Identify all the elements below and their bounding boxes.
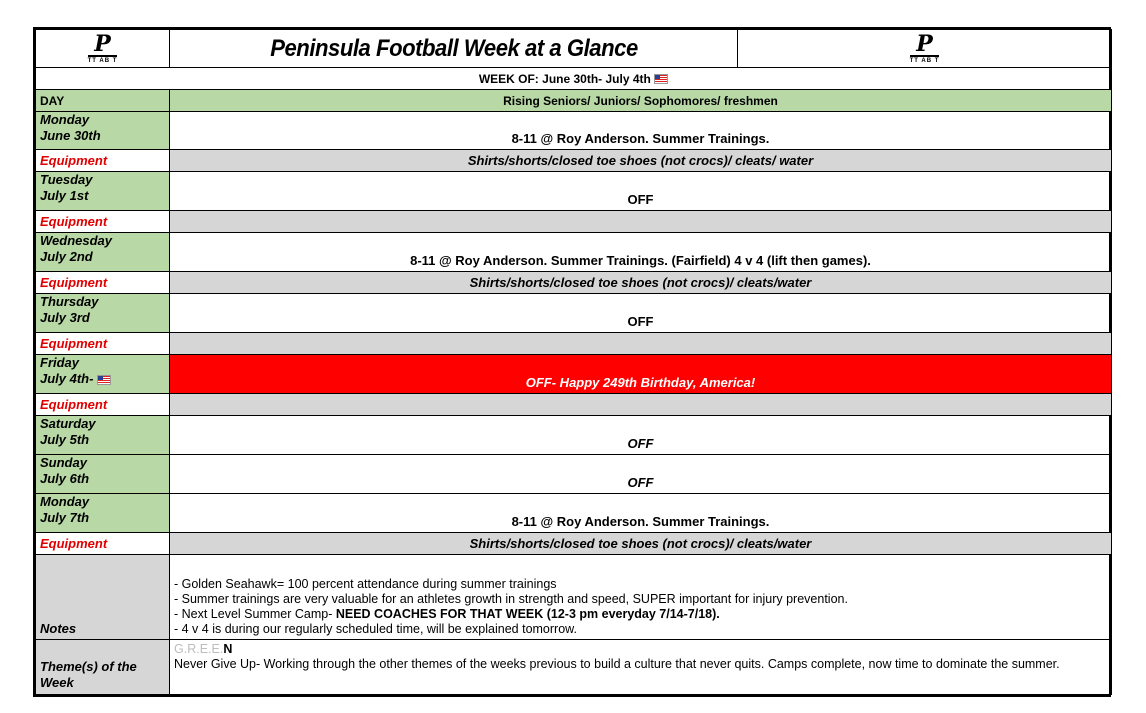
notes-label: Notes xyxy=(36,555,170,640)
equipment-value: Shirts/shorts/closed toe shoes (not crocs)/ cleats/water xyxy=(170,533,1112,555)
day-name: Saturday xyxy=(40,416,96,431)
page-title: Peninsula Football Week at a Glance xyxy=(192,30,715,68)
theme-content xyxy=(170,640,1112,695)
activity-cell: OFF xyxy=(170,172,1112,211)
day-name: Monday xyxy=(40,112,90,127)
day-label xyxy=(36,112,170,150)
day-label xyxy=(36,494,170,533)
week-of-cell xyxy=(36,68,1112,90)
team-logo xyxy=(909,30,940,64)
theme-label: Theme(s) of the Week xyxy=(36,640,170,695)
activity-cell: OFF- Happy 249th Birthday, America! xyxy=(170,355,1112,394)
notes-row xyxy=(36,555,1112,640)
activity-cell: 8-11 @ Roy Anderson. Summer Trainings. xyxy=(170,494,1112,533)
logo-subtext: TT AB T xyxy=(909,57,940,64)
day-date: July 1st xyxy=(40,188,89,203)
day-row-tuesday xyxy=(36,172,1112,211)
equipment-value xyxy=(170,394,1112,416)
activity-cell: OFF xyxy=(170,294,1112,333)
equipment-value: Shirts/shorts/closed toe shoes (not crocs)/ cleats/water xyxy=(170,272,1112,294)
day-date: July 5th xyxy=(40,432,90,447)
equipment-label: Equipment xyxy=(36,272,170,294)
right-logo-cell xyxy=(738,30,1112,68)
equipment-label: Equipment xyxy=(36,533,170,555)
logo-letter: P xyxy=(88,33,118,57)
equipment-value xyxy=(170,333,1112,355)
activity-cell: OFF xyxy=(170,455,1112,494)
equipment-value xyxy=(170,211,1112,233)
equipment-value: Shirts/shorts/closed toe shoes (not crocs)/ cleats/ water xyxy=(170,150,1112,172)
column-header-row xyxy=(36,90,1112,112)
day-label xyxy=(36,416,170,455)
day-label xyxy=(36,233,170,272)
activity-cell: 8-11 @ Roy Anderson. Summer Trainings. xyxy=(170,112,1112,150)
acronym-last: N xyxy=(223,642,233,656)
day-row-friday xyxy=(36,355,1112,394)
note-line: - 4 v 4 is during our regularly scheduled time, will be explained tomorrow. xyxy=(174,622,577,636)
note-emphasis: NEED COACHES FOR THAT WEEK (12-3 pm everyday 7/14-7/18). xyxy=(335,607,720,621)
day-name: Thursday xyxy=(40,294,99,309)
day-date: June 30th xyxy=(40,128,101,143)
day-date: July 3rd xyxy=(40,310,90,325)
day-name: Wednesday xyxy=(40,233,113,248)
day-date: July 6th xyxy=(40,471,90,486)
day-date: July 2nd xyxy=(40,249,93,264)
week-row xyxy=(36,68,1112,90)
day-row-thursday xyxy=(36,294,1112,333)
day-row-wednesday xyxy=(36,233,1112,272)
left-logo-cell xyxy=(36,30,170,68)
title-row xyxy=(36,30,1112,68)
us-flag-icon xyxy=(654,74,668,84)
note-line: - Summer trainings are very valuable for an athletes growth in strength and speed, SUPER important for injury prevention. xyxy=(174,592,848,606)
us-flag-icon xyxy=(97,375,111,385)
day-name: Friday xyxy=(40,355,80,370)
day-label xyxy=(36,294,170,333)
day-row-monday-july-7 xyxy=(36,494,1112,533)
equipment-row xyxy=(36,533,1112,555)
day-label xyxy=(36,455,170,494)
schedule-sheet xyxy=(33,27,1111,697)
day-row-monday-june-30 xyxy=(36,112,1112,150)
day-name: Monday xyxy=(40,494,90,509)
notes-content xyxy=(170,555,1112,640)
theme-acronym xyxy=(174,642,1107,657)
day-row-saturday xyxy=(36,416,1112,455)
group-column-header: Rising Seniors/ Juniors/ Sophomores/ freshmen xyxy=(170,90,1112,112)
equipment-label: Equipment xyxy=(36,150,170,172)
day-name: Tuesday xyxy=(40,172,93,187)
week-of-text: WEEK OF: June 30th- July 4th xyxy=(478,71,651,86)
activity-cell: 8-11 @ Roy Anderson. Summer Trainings. (Fairfield) 4 v 4 (lift then games). xyxy=(170,233,1112,272)
acronym-prefix: G.R.E.E. xyxy=(174,642,224,656)
equipment-row xyxy=(36,272,1112,294)
day-row-sunday xyxy=(36,455,1112,494)
equipment-label: Equipment xyxy=(36,333,170,355)
day-label xyxy=(36,172,170,211)
team-logo xyxy=(87,30,118,64)
theme-text: Never Give Up- Working through the other themes of the weeks previous to build a culture that never quits. Camps complete, now time to dominate the summer. xyxy=(174,657,1060,671)
logo-letter: P xyxy=(910,33,940,57)
logo-subtext: TT AB T xyxy=(87,57,118,64)
activity-cell: OFF xyxy=(170,416,1112,455)
note-line: - Golden Seahawk= 100 percent attendance during summer trainings xyxy=(174,577,557,591)
day-label xyxy=(36,355,170,394)
note-text: - Next Level Summer Camp- xyxy=(174,607,336,621)
day-column-header: DAY xyxy=(36,90,170,112)
equipment-row xyxy=(36,150,1112,172)
day-name: Sunday xyxy=(40,455,87,470)
schedule-table xyxy=(35,29,1112,695)
theme-row xyxy=(36,640,1112,695)
day-date: July 7th xyxy=(40,510,90,525)
day-date: July 4th- xyxy=(40,371,94,386)
equipment-label: Equipment xyxy=(36,211,170,233)
equipment-row xyxy=(36,394,1112,416)
equipment-row xyxy=(36,333,1112,355)
equipment-row xyxy=(36,211,1112,233)
note-line xyxy=(174,607,1107,622)
equipment-label: Equipment xyxy=(36,394,170,416)
